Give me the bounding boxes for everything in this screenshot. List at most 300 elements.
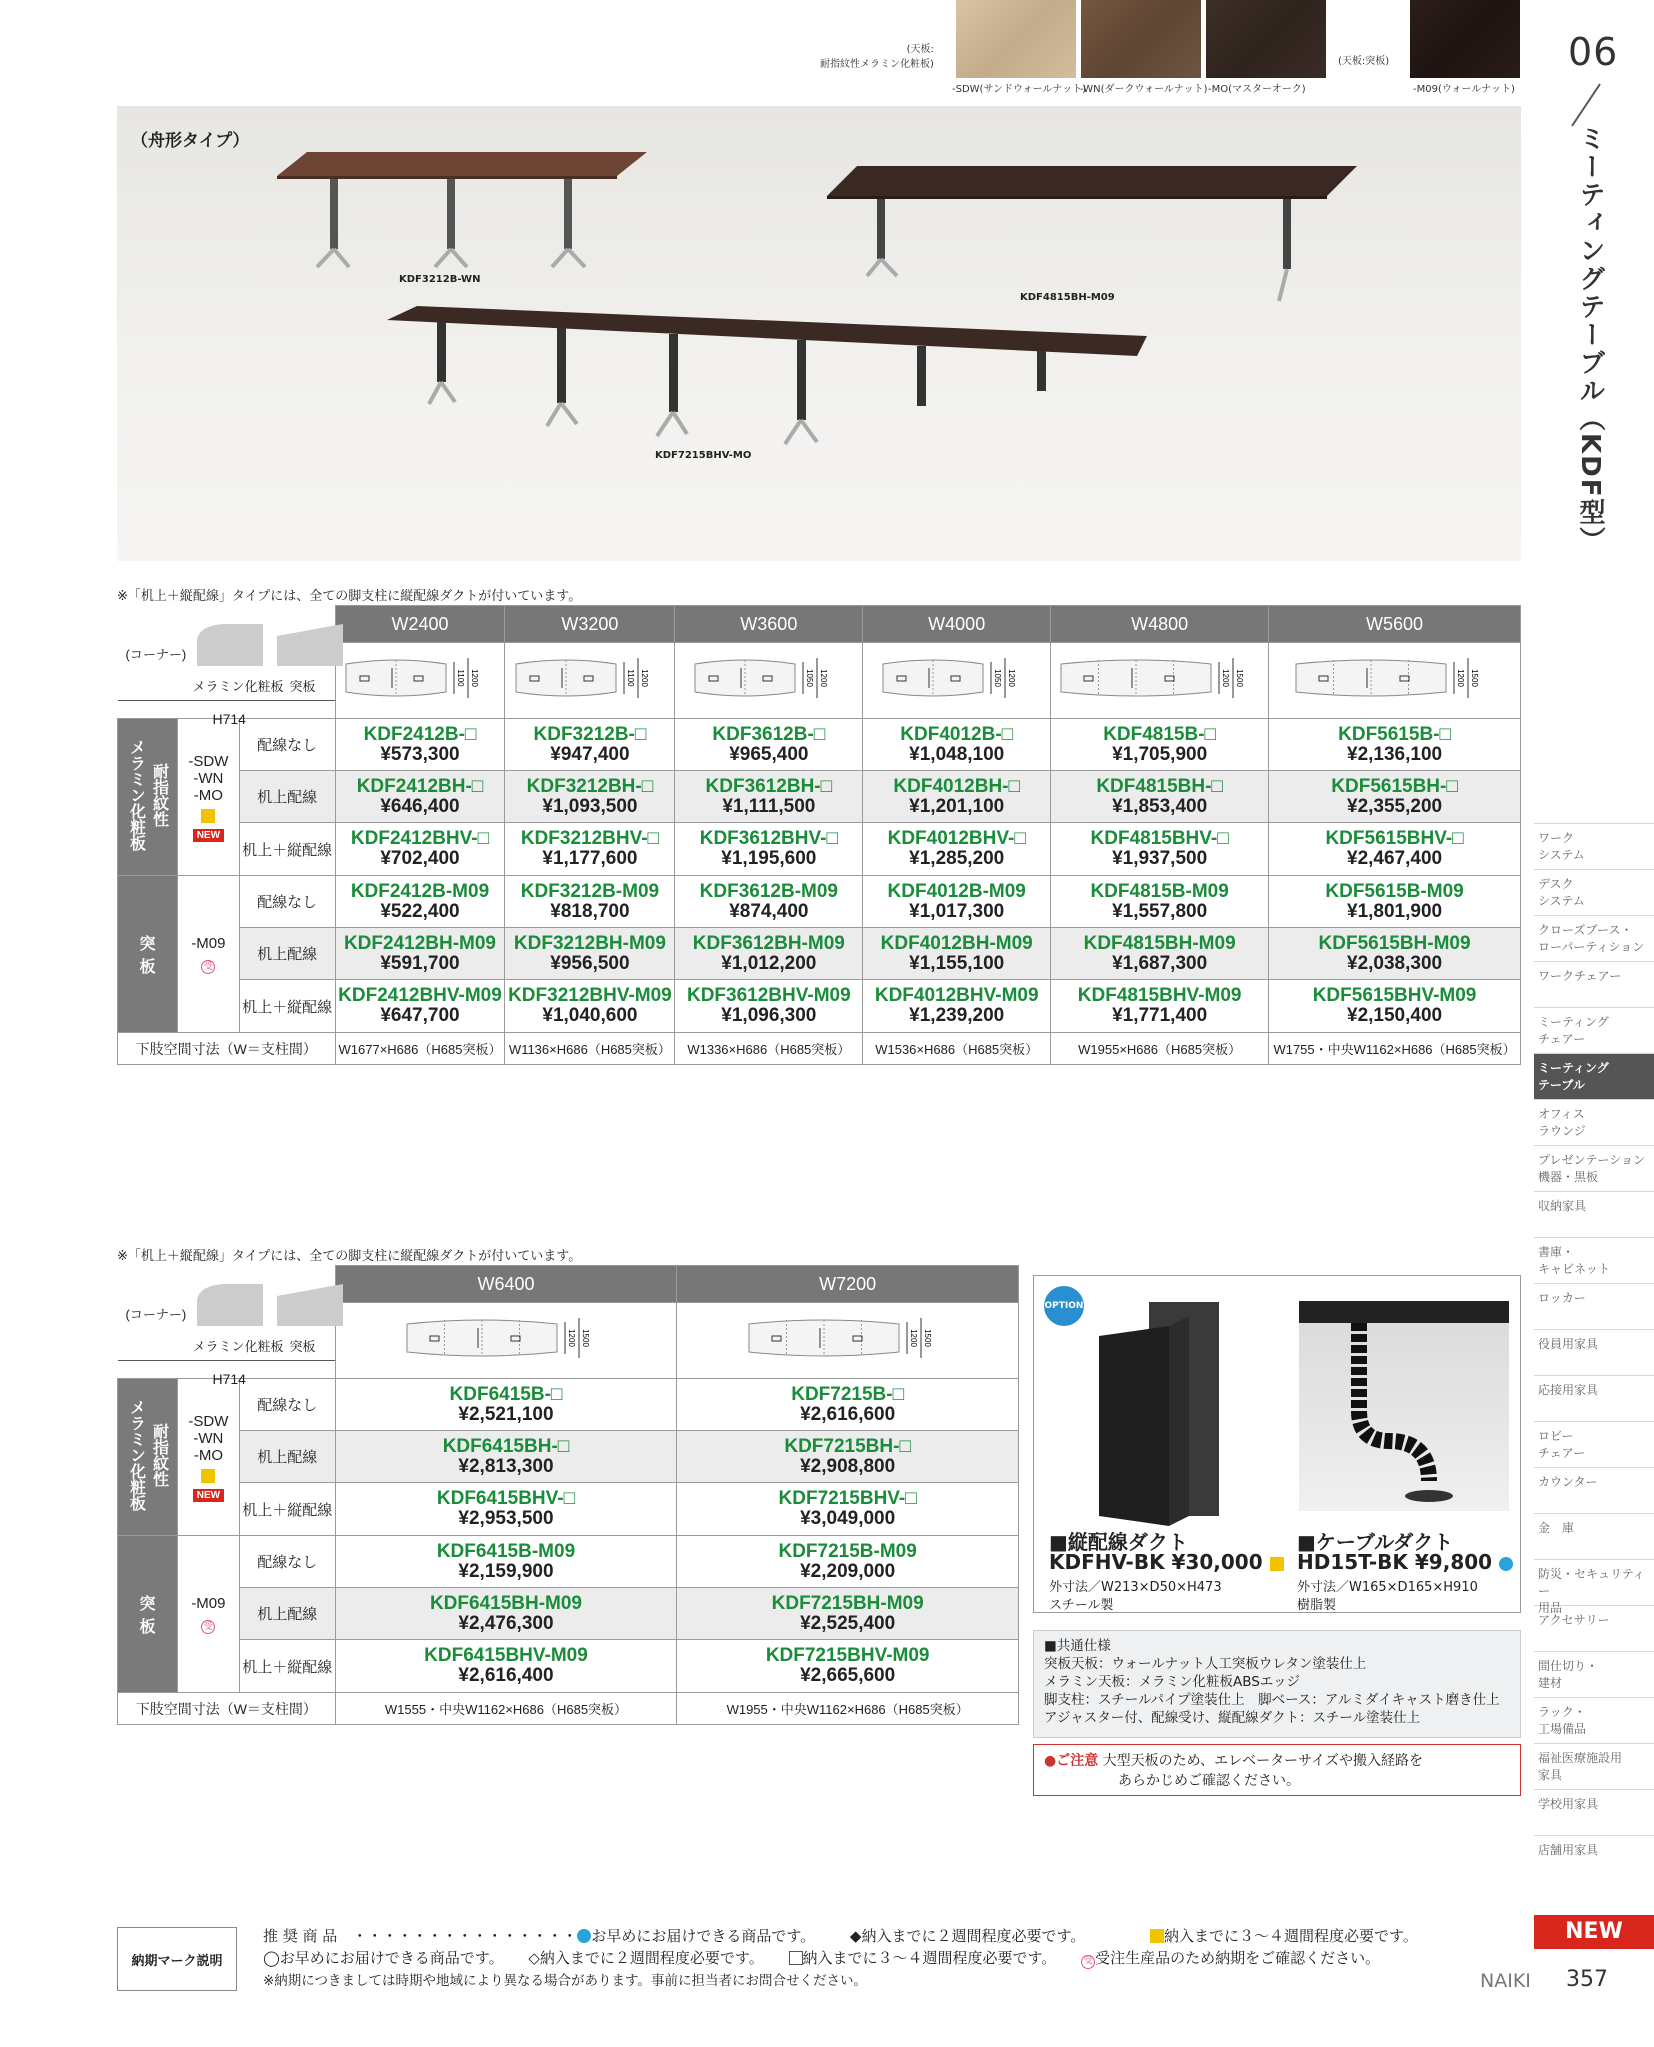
product-code: KDF7215BH-□ (784, 1435, 911, 1457)
group-label: 突 板 (139, 1596, 156, 1636)
table-plan-cell (1269, 643, 1521, 719)
svg-text:1100: 1100 (456, 669, 466, 687)
price-cell (1051, 928, 1269, 980)
price-cell (1051, 823, 1269, 876)
brand: NAIKI (1480, 1970, 1531, 1992)
price-cell (1051, 719, 1269, 771)
made-to-order-icon: 受 (1081, 1955, 1095, 1969)
sidenav-item[interactable]: ラック・ 工場備品 (1534, 1697, 1654, 1743)
legroom-value: W1677×H686（H685突板） (335, 1033, 505, 1065)
price-cell (1051, 980, 1269, 1033)
swatch-code: -M09(ウォールナット) (1413, 84, 1515, 95)
corner-shape-icon (193, 1280, 353, 1330)
finish-codes (177, 1379, 239, 1536)
svg-text:1200: 1200 (1221, 669, 1231, 687)
row-label: 配線なし (239, 719, 335, 771)
price-cell (677, 1483, 1019, 1536)
finish-mark (178, 956, 239, 974)
option-box (1033, 1275, 1521, 1613)
product-price: ¥1,111,500 (722, 795, 816, 817)
option-item1-price-value: ¥30,000 (1171, 1550, 1263, 1574)
spec-line: メラミン天板：メラミン化粧板ABSエッジ (1044, 1674, 1301, 1690)
swatch-label-veneer: (天板:突板) (1338, 56, 1390, 67)
product-price: ¥947,400 (550, 743, 630, 765)
product-code: KDF3212B-M09 (520, 880, 660, 902)
page-number: 357 (1566, 1967, 1608, 1992)
melamine-label: メラミン化粧板 (192, 678, 284, 694)
svg-text:1500: 1500 (1235, 669, 1245, 687)
price-cell (863, 928, 1051, 980)
finish-code-text: -SDW -WN -MO (188, 1412, 229, 1464)
product-code: KDF3212BHV-□ (520, 828, 660, 849)
table-plan-icon (691, 654, 846, 702)
sidenav-item[interactable]: オフィス ラウンジ (1534, 1099, 1654, 1145)
delivery-yellow-icon (1270, 1557, 1284, 1571)
product-code: KDF5615B-□ (1338, 723, 1451, 745)
product-price: ¥1,017,300 (909, 900, 1005, 922)
product-code: KDF7215B-□ (791, 1383, 905, 1405)
product-price: ¥2,038,300 (1347, 952, 1443, 974)
row-label: 配線なし (239, 1536, 335, 1588)
legroom-value: W1955×H686（H685突板） (1051, 1033, 1269, 1065)
price-cell (863, 719, 1051, 771)
product-code: KDF5615BH-□ (1331, 775, 1458, 797)
col-header: W3600 (675, 606, 863, 643)
svg-text:1050: 1050 (805, 669, 815, 687)
sidenav-item[interactable]: デスク システム (1534, 869, 1654, 915)
sidenav-item[interactable]: 福祉医療施設用 家具 (1534, 1743, 1654, 1789)
row-label: 机上＋縦配線 (239, 980, 335, 1033)
delivery-yellow-icon (201, 1469, 215, 1483)
price-cell (335, 1379, 677, 1431)
price-cell (1269, 980, 1521, 1033)
product-code: KDF5615BH-M09 (1318, 932, 1471, 954)
product-code: KDF7215BHV-M09 (765, 1645, 930, 1666)
price-table-1 (117, 605, 1521, 1065)
product-price: ¥1,096,300 (721, 1005, 817, 1026)
price-cell (675, 876, 863, 928)
note-vertical-duct: ※「机上＋縦配線」タイプには、全ての脚支柱に縦配線ダクトが付いています。 (117, 589, 582, 604)
product-price: ¥1,040,600 (542, 1005, 638, 1026)
sidenav-item[interactable]: ミーティング チェアー (1534, 1007, 1654, 1053)
svg-text:1200: 1200 (819, 669, 829, 687)
finish-code-text: -SDW -WN -MO (188, 752, 229, 804)
table-image-1 (267, 142, 667, 282)
product-code: KDF5615B-M09 (1325, 880, 1464, 902)
price-cell (335, 928, 505, 980)
legroom-value: W1536×H686（H685突板） (863, 1033, 1051, 1065)
sidenav-item[interactable]: クローズブース・ ローパーティション (1534, 915, 1654, 961)
price-cell (1269, 719, 1521, 771)
svg-text:1500: 1500 (923, 1329, 933, 1347)
spec-line: 突板天板：ウォールナット人工突板ウレタン塗装仕上 (1044, 1656, 1367, 1672)
finish-mark (178, 1616, 239, 1634)
price-cell (335, 1588, 677, 1640)
table-plan-cell (505, 643, 675, 719)
product-code: KDF2412B-□ (363, 723, 477, 745)
delivery-yellow-icon (201, 809, 215, 823)
price-cell (1269, 928, 1521, 980)
legend-d: ◯お早めにお届けできる商品です。 (263, 1949, 504, 1967)
col-header: W2400 (335, 606, 505, 643)
svg-text:1500: 1500 (581, 1329, 591, 1347)
product-price: ¥1,937,500 (1112, 848, 1208, 869)
product-code: KDF3612BH-M09 (692, 932, 845, 954)
table-plan-cell (677, 1303, 1019, 1379)
option-item2-price-value: ¥9,800 (1414, 1550, 1493, 1574)
sidenav-item[interactable]: 金 庫 (1534, 1513, 1654, 1559)
spec-title: ■共通仕様 (1044, 1638, 1111, 1654)
product-code: KDF3212B-□ (533, 723, 647, 745)
photo-caption: KDF4815BH-M09 (1020, 292, 1115, 303)
row-label: 配線なし (239, 876, 335, 928)
delivery-yellow-icon (1150, 1929, 1164, 1943)
price-cell (677, 1431, 1019, 1483)
legend-line-1 (263, 1925, 1418, 1946)
caution-label: ●ご注意 (1044, 1753, 1099, 1769)
col-header: W6400 (335, 1266, 677, 1303)
sidenav-item[interactable]: 防災・セキュリティー 用品 (1534, 1559, 1654, 1605)
product-code: KDF6415B-M09 (436, 1540, 576, 1562)
sidenav-item[interactable]: ミーティング テーブル (1534, 1053, 1654, 1099)
cable-duct-image (1299, 1301, 1509, 1511)
table-plan-icon (512, 654, 667, 702)
delivery-square-icon (789, 1951, 803, 1965)
product-code: KDF6415BH-□ (442, 1435, 570, 1457)
finish-mark (178, 808, 239, 842)
product-price: ¥2,476,300 (458, 1612, 554, 1634)
col-header: W7200 (677, 1266, 1019, 1303)
product-code: KDF6415B-□ (449, 1383, 563, 1405)
table-plan-cell (675, 643, 863, 719)
price-cell (505, 928, 675, 980)
legroom-value: W1136×H686（H685突板） (505, 1033, 675, 1065)
product-price: ¥522,400 (380, 900, 460, 922)
legend-rec: 推 奨 商 品 ・・・・・・・・・・・・・・・ (263, 1927, 578, 1945)
product-price: ¥1,687,300 (1112, 952, 1208, 974)
product-code: KDF4012BH-□ (893, 775, 1020, 797)
product-price: ¥2,209,000 (800, 1560, 896, 1582)
svg-text:1050: 1050 (993, 669, 1003, 687)
sidenav-item[interactable]: 店舗用家具 (1534, 1835, 1654, 1881)
sidenav-item[interactable]: ロッカー (1534, 1283, 1654, 1329)
option-item1-material: スチール製 (1049, 1598, 1114, 1613)
new-badge: NEW (1534, 1915, 1654, 1949)
table-plan-icon (745, 1314, 950, 1362)
row-label: 机上＋縦配線 (239, 1640, 335, 1693)
legend-line-2 (263, 1947, 1380, 1969)
swatch-wn (1081, 0, 1201, 78)
price-cell (505, 980, 675, 1033)
caution-box (1033, 1744, 1521, 1796)
price-cell (863, 876, 1051, 928)
svg-text:1200: 1200 (909, 1329, 919, 1347)
group-veneer (118, 876, 178, 1033)
product-price: ¥1,155,100 (909, 952, 1005, 974)
price-cell (505, 719, 675, 771)
product-price: ¥702,400 (380, 848, 460, 869)
price-cell (863, 823, 1051, 876)
swatch-code: -SDW(サンドウォールナット) (952, 84, 1087, 95)
table-image-3 (377, 296, 1157, 506)
legroom-label: 下肢空間寸法（W＝支柱間） (118, 1033, 336, 1065)
group-label: 突 板 (139, 936, 156, 976)
product-price: ¥1,853,400 (1112, 795, 1208, 817)
option-item2-name: ■ケーブルダクト (1297, 1530, 1454, 1554)
table-plan-cell (335, 643, 505, 719)
row-label: 机上配線 (239, 1431, 335, 1483)
price-cell (677, 1640, 1019, 1693)
product-price: ¥573,300 (380, 743, 460, 765)
product-price: ¥874,400 (729, 900, 809, 922)
spec-line: 脚支柱：スチールパイプ塗装仕上 脚ベース：アルミダイキャスト磨き仕上 (1044, 1692, 1500, 1708)
option-item2-price (1297, 1550, 1513, 1574)
product-code: KDF4012BHV-□ (887, 828, 1026, 849)
product-price: ¥1,093,500 (542, 795, 638, 817)
product-code: KDF3612BHV-□ (699, 828, 838, 849)
table-plan-cell (335, 1303, 677, 1379)
chapter-title: ミーティングテーブル（KDF型） (1575, 125, 1605, 555)
price-cell (335, 719, 505, 771)
product-price: ¥965,400 (729, 743, 809, 765)
product-price: ¥1,195,600 (721, 848, 817, 869)
cable-duct-icon (1299, 1301, 1509, 1511)
legend-c: 納入までに３～４週間程度必要です。 (1164, 1927, 1418, 1945)
swatch-label-melamine: (天板: 耐指紋性メラミン化粧板) (820, 44, 934, 70)
option-item1-dims: 外寸法／W213×D50×H473 (1049, 1580, 1222, 1595)
legroom-value: W1955・中央W1162×H686（H685突板） (677, 1693, 1019, 1725)
product-price: ¥646,400 (380, 795, 460, 817)
price-cell (1269, 823, 1521, 876)
corner-legend (118, 606, 336, 727)
col-header: W4000 (863, 606, 1051, 643)
caution-text: 大型天板のため、エレベーターサイズや搬入経路を (1102, 1753, 1423, 1769)
col-header: W3200 (505, 606, 675, 643)
made-to-order-icon: 受 (201, 1620, 215, 1634)
sidenav-item[interactable]: 間仕切り・ 建材 (1534, 1651, 1654, 1697)
product-code: KDF3612BHV-M09 (686, 985, 851, 1006)
product-price: ¥2,136,100 (1347, 743, 1443, 765)
sidenav-item[interactable]: ロビー チェアー (1534, 1421, 1654, 1467)
product-code: KDF4012B-M09 (887, 880, 1026, 902)
product-price: ¥1,705,900 (1112, 743, 1208, 765)
product-code: KDF2412BH-M09 (343, 932, 496, 954)
product-code: KDF3212BH-□ (526, 775, 654, 797)
sidenav-item[interactable]: カウンター (1534, 1467, 1654, 1513)
product-code: KDF6415BH-M09 (429, 1592, 582, 1614)
price-cell (335, 980, 505, 1033)
price-table-2 (117, 1265, 1019, 1725)
legend-box: 納期マーク説明 (117, 1927, 237, 1991)
vertical-duct-image (1089, 1296, 1239, 1526)
sidenav-item[interactable]: アクセサリー (1534, 1605, 1654, 1651)
svg-text:1200: 1200 (640, 669, 650, 687)
product-code: KDF4815B-□ (1103, 723, 1217, 745)
price-cell (335, 1483, 677, 1536)
table-plan-icon (403, 1314, 608, 1362)
product-code: KDF2412BHV-□ (350, 828, 490, 849)
product-code: KDF3212BH-M09 (513, 932, 666, 954)
col-header: W5600 (1269, 606, 1521, 643)
price-cell (335, 876, 505, 928)
product-price: ¥647,700 (380, 1005, 460, 1026)
delivery-blue-icon (1499, 1557, 1513, 1571)
table-plan-cell (1051, 643, 1269, 719)
product-code: KDF3212BHV-M09 (508, 985, 672, 1006)
price-cell (675, 719, 863, 771)
height-label: H714 (212, 710, 246, 727)
corner-legend (118, 1266, 336, 1387)
option-item2-code: HD15T-BK (1297, 1550, 1408, 1574)
legend-f: 納入までに３～４週間程度必要です。 (802, 1949, 1057, 1967)
swatch-sdw (956, 0, 1076, 78)
chapter-slash-icon (1560, 80, 1610, 130)
product-price: ¥2,525,400 (800, 1612, 896, 1634)
finish-code-text: -M09 (191, 934, 226, 952)
product-price: ¥1,012,200 (721, 952, 817, 974)
veneer-label: 突板 (289, 678, 316, 694)
sidenav-item[interactable]: 収納家具 (1534, 1191, 1654, 1237)
type-label: （舟形タイプ） (131, 131, 250, 151)
product-price: ¥1,285,200 (909, 848, 1005, 869)
product-code: KDF4012BHV-M09 (874, 985, 1039, 1006)
product-code: KDF6415BHV-□ (436, 1488, 576, 1509)
product-price: ¥2,616,400 (458, 1665, 554, 1686)
product-price: ¥2,467,400 (1347, 848, 1443, 869)
option-item2-material: 樹脂製 (1297, 1598, 1337, 1613)
melamine-label: メラミン化粧板 (192, 1338, 284, 1354)
svg-text:1200: 1200 (1456, 669, 1466, 687)
row-label: 机上＋縦配線 (239, 1483, 335, 1536)
product-code: KDF4815BHV-M09 (1077, 985, 1242, 1006)
height-label: H714 (212, 1370, 246, 1387)
sidenav-item[interactable]: ワーク システム (1534, 823, 1654, 869)
price-cell (505, 823, 675, 876)
price-cell (335, 1431, 677, 1483)
product-code: KDF3612B-M09 (699, 880, 838, 902)
legroom-value: W1755・中央W1162×H686（H685突板） (1269, 1033, 1521, 1065)
swatch-code: -MO(マスターオーク) (1208, 84, 1306, 95)
price-cell (335, 1536, 677, 1588)
legend-g: 受注生産品のため納期をご確認ください。 (1095, 1949, 1381, 1967)
corner-label: (コーナー) (125, 1306, 187, 1322)
product-photo (117, 106, 1521, 561)
product-price: ¥1,557,800 (1112, 900, 1208, 922)
product-price: ¥956,500 (550, 952, 630, 974)
photo-caption: KDF7215BHV-MO (655, 450, 752, 461)
finish-codes (177, 1536, 239, 1693)
price-cell (675, 771, 863, 823)
table-plan-icon (1292, 654, 1497, 702)
product-code: KDF2412BH-□ (356, 775, 484, 797)
product-price: ¥2,521,100 (458, 1403, 554, 1425)
finish-codes (177, 719, 239, 876)
col-header: W4800 (1051, 606, 1269, 643)
swatch-mo (1206, 0, 1326, 78)
chapter-number: 06 (1568, 30, 1619, 74)
product-code: KDF4012BH-M09 (880, 932, 1033, 954)
table-plan-icon (342, 654, 497, 702)
legroom-label: 下肢空間寸法（W＝支柱間） (118, 1693, 336, 1725)
product-code: KDF2412BHV-M09 (338, 985, 502, 1006)
product-code: KDF5615BHV-M09 (1312, 985, 1477, 1006)
legend-a: お早めにお届けできる商品です。 (591, 1927, 816, 1945)
photo-caption: KDF3212B-WN (399, 274, 481, 285)
product-code: KDF4012B-□ (900, 723, 1014, 745)
product-price: ¥3,049,000 (800, 1508, 896, 1529)
price-cell (677, 1536, 1019, 1588)
price-cell (1269, 876, 1521, 928)
group-label: 耐指紋性 メラミン化粧板 (127, 1398, 168, 1511)
svg-text:1100: 1100 (626, 669, 636, 687)
product-price: ¥818,700 (550, 900, 630, 922)
group-melamine (118, 719, 178, 876)
svg-text:1200: 1200 (1007, 669, 1017, 687)
product-code: KDF7215B-M09 (778, 1540, 917, 1562)
swatch-code: -WN(ダークウォールナット) (1080, 84, 1208, 95)
option-badge: OPTION (1044, 1286, 1084, 1326)
delivery-legend (117, 1923, 1521, 1993)
product-code: KDF3612BH-□ (705, 775, 833, 797)
sidenav-item[interactable]: 書庫・ キャビネット (1534, 1237, 1654, 1283)
price-cell (505, 771, 675, 823)
row-label: 机上＋縦配線 (239, 823, 335, 876)
sidenav-item[interactable]: 応接用家具 (1534, 1375, 1654, 1421)
corner-shape-icon (193, 620, 353, 670)
sidenav-item[interactable]: 役員用家具 (1534, 1329, 1654, 1375)
product-price: ¥591,700 (380, 952, 460, 974)
price-cell (677, 1379, 1019, 1431)
price-cell (675, 928, 863, 980)
price-cell (335, 823, 505, 876)
product-code: KDF5615BHV-□ (1325, 828, 1464, 849)
option-item1-name: ■縦配線ダクト (1049, 1530, 1188, 1554)
svg-text:1200: 1200 (567, 1329, 577, 1347)
product-price: ¥2,616,600 (800, 1403, 896, 1425)
product-price: ¥1,771,400 (1112, 1005, 1208, 1026)
product-price: ¥2,813,300 (458, 1455, 554, 1477)
product-code: KDF4815BH-□ (1096, 775, 1223, 797)
product-price: ¥2,665,600 (800, 1665, 896, 1686)
product-price: ¥1,201,100 (909, 795, 1005, 817)
legend-b: ◆納入までに２週間程度必要です。 (849, 1927, 1086, 1945)
price-cell (1269, 771, 1521, 823)
price-cell (1051, 876, 1269, 928)
option-item2-dims: 外寸法／W165×D165×H910 (1297, 1580, 1478, 1595)
sidenav-item[interactable]: ワークチェアー (1534, 961, 1654, 1007)
product-price: ¥1,239,200 (909, 1005, 1005, 1026)
caution-text: あらかじめご確認ください。 (1118, 1773, 1300, 1789)
option-item1-code: KDFHV-BK (1049, 1550, 1165, 1574)
svg-text:1200: 1200 (470, 669, 480, 687)
svg-text:1500: 1500 (1470, 669, 1480, 687)
sidenav-item[interactable]: プレゼンテーション 機器・黒板 (1534, 1145, 1654, 1191)
group-veneer (118, 1536, 178, 1693)
legend-foot: ※納期につきましては時期や地域により異なる場合があります。事前に担当者にお問合せください。 (263, 1973, 867, 1989)
new-tag: NEW (193, 1489, 224, 1502)
price-cell (1051, 771, 1269, 823)
table-plan-cell (863, 643, 1051, 719)
product-price: ¥2,355,200 (1347, 795, 1443, 817)
option-item1-price (1049, 1550, 1284, 1574)
row-label: 机上配線 (239, 928, 335, 980)
price-cell (505, 876, 675, 928)
legend-e: ◇納入までに２週間程度必要です。 (528, 1949, 764, 1967)
product-code: KDF7215BHV-□ (778, 1488, 917, 1509)
sidenav-item[interactable]: 学校用家具 (1534, 1789, 1654, 1835)
product-code: KDF3612B-□ (712, 723, 826, 745)
product-code: KDF7215BH-M09 (771, 1592, 924, 1614)
